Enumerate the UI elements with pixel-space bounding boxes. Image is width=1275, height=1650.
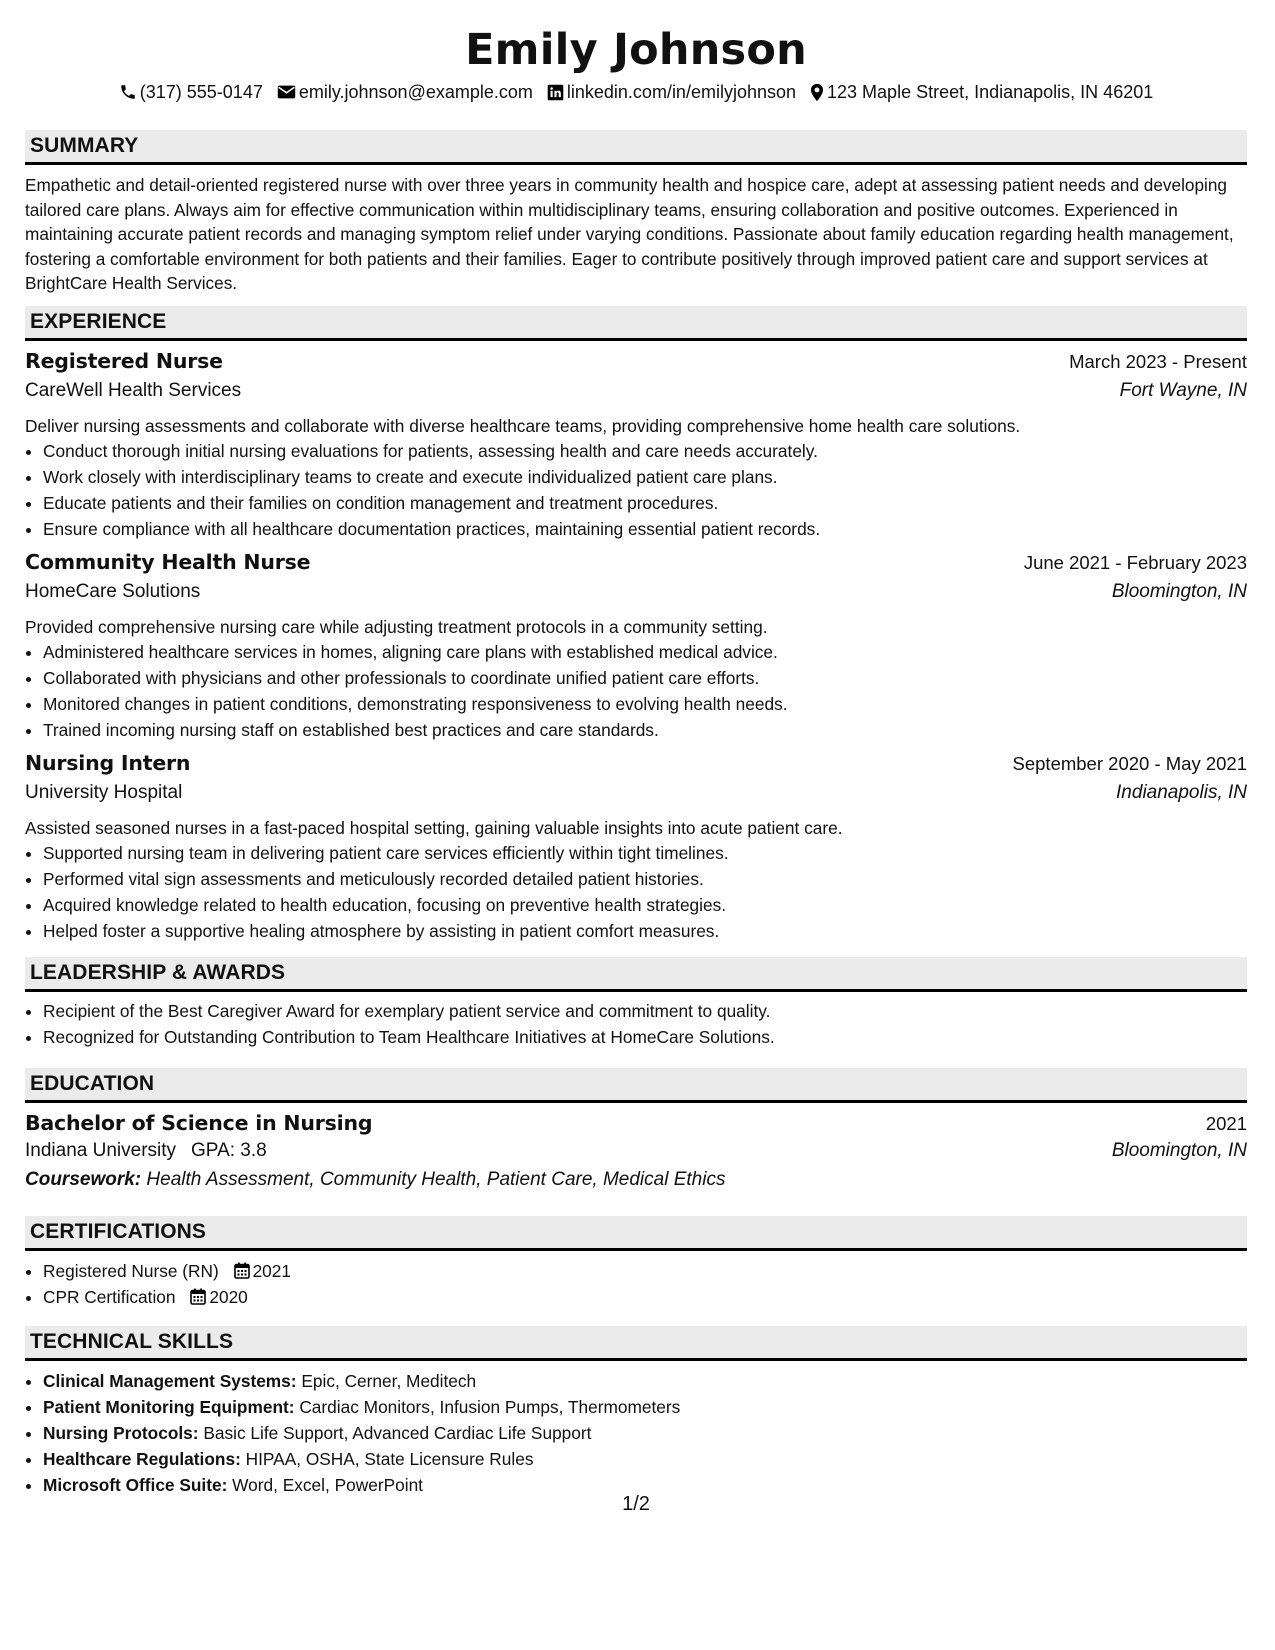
list-item: • Ensure compliance with all healthcare documentation practices, maintaining essential patient records. <box>43 516 1247 542</box>
job-entry <box>25 349 1247 542</box>
school-info <box>25 1140 267 1162</box>
job-bullets <box>25 840 1247 944</box>
email-link[interactable]: emily.johnson@example.com <box>298 81 533 102</box>
skill-label: Microsoft Office Suite: <box>43 1475 228 1495</box>
job-company: University Hospital <box>25 782 183 803</box>
job-location: Bloomington, IN <box>1111 581 1247 602</box>
skill-label: Healthcare Regulations: <box>43 1449 241 1469</box>
list-item <box>43 1368 1247 1394</box>
job-location: Fort Wayne, IN <box>1119 380 1247 401</box>
job-bullets <box>25 639 1247 743</box>
map-pin-icon <box>810 83 824 102</box>
job-bullets <box>25 438 1247 542</box>
job-entry <box>25 751 1247 944</box>
job-dates: March 2023 - Present <box>1069 351 1247 372</box>
skills-section <box>25 1326 1247 1498</box>
skill-value: Word, Excel, PowerPoint <box>232 1475 423 1495</box>
contact-phone <box>119 82 263 103</box>
experience-section <box>25 306 1247 341</box>
list-item: • Monitored changes in patient conditions, demonstrating responsiveness to evolving health needs. <box>43 691 1247 717</box>
list-item: • Supported nursing team in delivering patient care services efficiently within tight timelines. <box>43 840 1247 866</box>
linkedin-link[interactable]: linkedin.com/in/emilyjohnson <box>566 81 797 102</box>
phone-text: (317) 555-0147 <box>139 81 263 102</box>
experience-header <box>25 306 1247 341</box>
coursework-label: Coursework: <box>25 1169 142 1190</box>
skill-value: Cardiac Monitors, Infusion Pumps, Thermometers <box>299 1397 681 1417</box>
job-description: Provided comprehensive nursing care while adjusting treatment protocols in a community setting. <box>25 617 768 637</box>
skill-value: Basic Life Support, Advanced Cardiac Life Support <box>203 1423 592 1443</box>
list-item: • Educate patients and their families on condition management and treatment procedures. <box>43 490 1247 516</box>
job-company-row <box>25 581 1247 603</box>
calendar-icon <box>234 1262 250 1279</box>
summary-header <box>25 130 1247 165</box>
list-item <box>43 1394 1247 1420</box>
resume-page <box>25 0 1247 1650</box>
job-title: Community Health Nurse <box>25 550 311 574</box>
contact-linkedin[interactable] <box>547 82 796 103</box>
address-text: 123 Maple Street, Indianapolis, IN 46201 <box>827 81 1154 102</box>
list-item: • Acquired knowledge related to health education, focusing on preventive health strategies. <box>43 892 1247 918</box>
envelope-icon <box>277 84 296 100</box>
list-item <box>43 1420 1247 1446</box>
job-company: HomeCare Solutions <box>25 581 201 602</box>
list-item <box>43 1284 1247 1310</box>
job-company: CareWell Health Services <box>25 380 242 401</box>
contact-email[interactable] <box>277 82 533 103</box>
leadership-header <box>25 957 1247 992</box>
contact-bar <box>25 80 1247 104</box>
leadership-section <box>25 957 1247 1050</box>
certifications-section <box>25 1216 1247 1310</box>
list-item: • Trained incoming nursing staff on established best practices and care standards. <box>43 717 1247 743</box>
section-title: TECHNICAL SKILLS <box>30 1330 234 1353</box>
section-title: CERTIFICATIONS <box>30 1220 207 1243</box>
coursework <box>25 1169 1247 1191</box>
section-title: EDUCATION <box>30 1072 155 1095</box>
phone-icon <box>119 83 137 101</box>
leadership-list <box>25 998 1247 1050</box>
skill-value: HIPAA, OSHA, State Licensure Rules <box>245 1449 534 1469</box>
job-header-row <box>25 751 1247 775</box>
skills-header <box>25 1326 1247 1361</box>
skill-label: Nursing Protocols: <box>43 1423 199 1443</box>
list-item <box>43 1446 1247 1472</box>
cert-name: CPR Certification <box>43 1287 176 1307</box>
skill-label: Clinical Management Systems: <box>43 1371 297 1391</box>
cert-name: Registered Nurse (RN) <box>43 1261 219 1281</box>
education-school-row <box>25 1140 1247 1162</box>
job-description: Deliver nursing assessments and collaborate with diverse healthcare teams, providing comprehensive home health care solutions. <box>25 416 1021 436</box>
contact-address <box>810 82 1153 103</box>
summary-section <box>25 130 1247 296</box>
list-item: • Administered healthcare services in homes, aligning care plans with established medical advice. <box>43 639 1247 665</box>
skill-value: Epic, Cerner, Meditech <box>301 1371 477 1391</box>
list-item: • Performed vital sign assessments and meticulously recorded detailed patient histories. <box>43 866 1247 892</box>
job-company-row <box>25 380 1247 402</box>
calendar-icon <box>190 1288 206 1305</box>
summary-text: Empathetic and detail-oriented registered nurse with over three years in community health and hospice care, adept at assessing patient needs and developing tailored care plans. Always aim for effective communication within multidisciplinary teams, ensuring collaboration and positive outcomes. Experienced in maintaining accurate patient records and managing symptom relief under varying conditions. Passionate about family education regarding health management, fostering a comfortable environment for both patients and their families. Eager to contribute positively through improved patient care and support services at BrightCare Health Services. <box>25 175 1234 294</box>
list-item: • Recipient of the Best Caregiver Award for exemplary patient service and commitment to quality. <box>43 998 1247 1024</box>
list-item: • Conduct thorough initial nursing evaluations for patients, assessing health and care needs accurately. <box>43 438 1247 464</box>
job-company-row <box>25 782 1247 804</box>
education-header <box>25 1068 1247 1103</box>
list-item <box>43 1258 1247 1284</box>
certifications-header <box>25 1216 1247 1251</box>
cert-year: 2021 <box>252 1261 292 1281</box>
list-item: • Helped foster a supportive healing atmosphere by assisting in patient comfort measures. <box>43 918 1247 944</box>
page-number: 1/2 <box>622 1493 650 1515</box>
job-location: Indianapolis, IN <box>1116 782 1247 803</box>
list-item: • Collaborated with physicians and other professionals to coordinate unified patient care efforts. <box>43 665 1247 691</box>
degree-year: 2021 <box>1205 1113 1247 1134</box>
school-name: Indiana University <box>25 1140 177 1161</box>
certifications-list <box>25 1258 1247 1310</box>
degree-title: Bachelor of Science in Nursing <box>25 1111 373 1135</box>
list-item: • Recognized for Outstanding Contribution to Team Healthcare Initiatives at HomeCare Solutions. <box>43 1024 1247 1050</box>
job-title: Nursing Intern <box>25 751 191 775</box>
gpa: GPA: 3.8 <box>191 1140 267 1161</box>
candidate-name: Emily Johnson <box>465 25 807 75</box>
job-header-row <box>25 550 1247 574</box>
job-entry <box>25 550 1247 743</box>
section-title: EXPERIENCE <box>30 310 167 333</box>
job-title: Registered Nurse <box>25 349 223 373</box>
education-section <box>25 1068 1247 1191</box>
job-description: Assisted seasoned nurses in a fast-paced hospital setting, gaining valuable insights into acute patient care. <box>25 818 843 838</box>
linkedin-icon <box>547 84 564 101</box>
school-location: Bloomington, IN <box>1111 1140 1247 1161</box>
education-degree-row <box>25 1111 1247 1135</box>
job-header-row <box>25 349 1247 373</box>
section-title: LEADERSHIP & AWARDS <box>30 961 286 984</box>
cert-year: 2020 <box>209 1287 248 1307</box>
list-item: • Work closely with interdisciplinary teams to create and execute individualized patient care plans. <box>43 464 1247 490</box>
section-title: SUMMARY <box>30 134 139 157</box>
coursework-list: Health Assessment, Community Health, Patient Care, Medical Ethics <box>146 1169 726 1190</box>
skill-label: Patient Monitoring Equipment: <box>43 1397 295 1417</box>
skills-list <box>25 1368 1247 1498</box>
job-dates: September 2020 - May 2021 <box>1012 753 1247 774</box>
job-dates: June 2021 - February 2023 <box>1023 552 1247 573</box>
